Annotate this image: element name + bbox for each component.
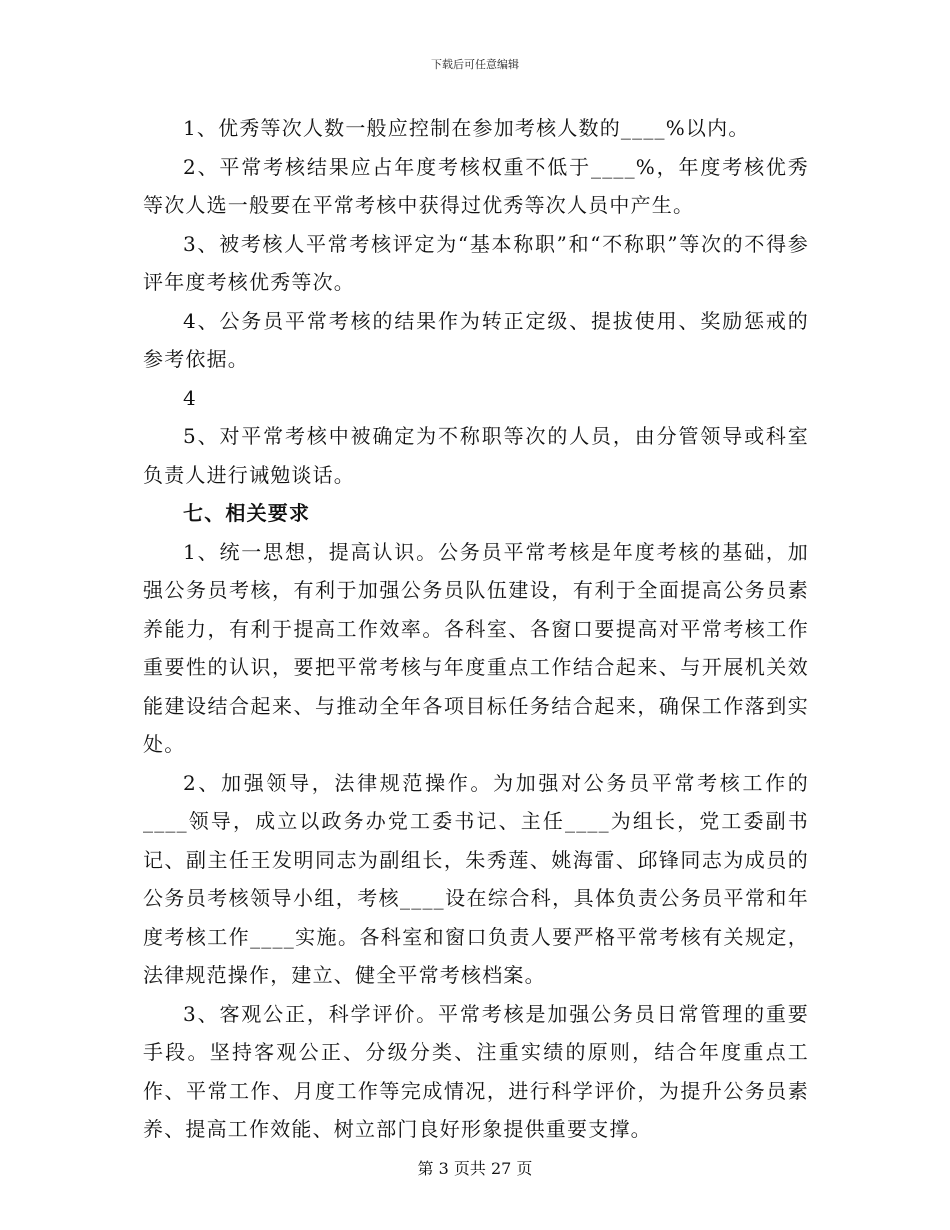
requirement-2: 2、加强领导，法律规范操作。为加强对公务员平常考核工作的____领导，成立以政务办党工委书记、主任____为组长，党工委副书记、副主任王发明同志为副组长，朱秀莲、姚海雷、邱锋同志为成员的公务员考核领导小组，考核____设在综合科，具体负责公务员平常和年度考核工作____实施。各科室和窗口负责人要严格平常考核有关规定，法律规范操作，建立、健全平常考核档案。	[143, 770, 809, 987]
rule-item-4: 4、公务员平常考核的结果作为转正定级、提拔使用、奖励惩戒的参考依据。	[143, 308, 809, 371]
header-note: 下载后可任意编辑	[431, 58, 519, 71]
requirement-3: 3、客观公正，科学评价。平常考核是加强公务员日常管理的重要手段。坚持客观公正、分级分类、注重实绩的原则，结合年度重点工作、平常工作、月度工作等完成情况，进行科学评价，为提升公务员素养、提高工作效能、树立部门良好形象提供重要支撑。	[143, 1001, 809, 1141]
rule-item-2: 2、平常考核结果应占年度考核权重不低于____%，年度考核优秀等次人选一般要在平常考核中获得过优秀等次人员中产生。	[143, 154, 809, 217]
stray-number: 4	[183, 385, 197, 410]
rule-item-5: 5、对平常考核中被确定为不称职等次的人员，由分管领导或科室负责人进行诫勉谈话。	[143, 424, 809, 487]
requirement-1: 1、统一思想，提高认识。公务员平常考核是年度考核的基础，加强公务员考核，有利于加强公务员队伍建设，有利于全面提高公务员素养能力，有利于提高工作效率。各科室、各窗口要提高对平常考核工作重要性的认识，要把平常考核与年度重点工作结合起来、与开展机关效能建设结合起来、与推动全年各项目标任务结合起来，确保工作落到实处。	[143, 539, 809, 756]
page-number-footer: 第 3 页共 27 页	[417, 1159, 533, 1178]
section-heading: 七、相关要求	[183, 501, 311, 525]
rule-item-1: 1、优秀等次人数一般应控制在参加考核人数的____%以内。	[183, 116, 750, 140]
document-body	[143, 109, 809, 1149]
rule-item-3: 3、被考核人平常考核评定为“基本称职”和“不称职”等次的不得参评年度考核优秀等次。	[143, 231, 809, 294]
